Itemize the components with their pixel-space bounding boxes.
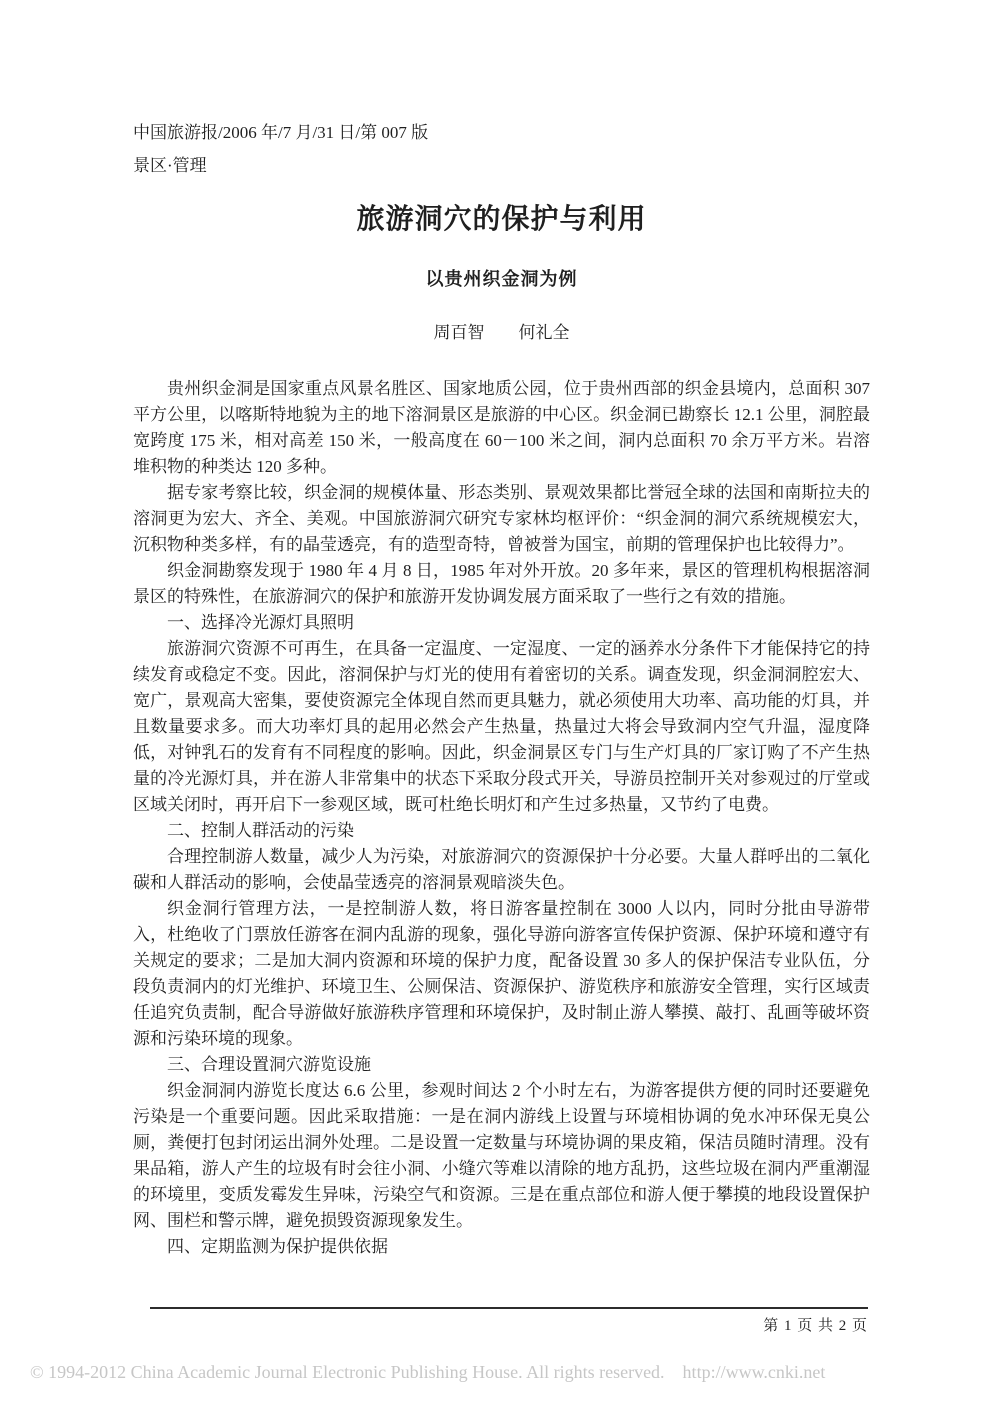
source-line: 中国旅游报/2006 年/7 月/31 日/第 007 版 (133, 123, 429, 142)
paragraph: 织金洞洞内游览长度达 6.6 公里，参观时间达 2 个小时左右，为游客提供方便的同时还要避免污染是一个重要问题。因此采取措施：一是在洞内游线上设置与环境相协调的免水冲环保无臭公厕，粪便打包封闭运出洞外处理。二是设置一定数量与环境协调的果皮箱，保洁员随时清理。没有果品箱，游人产生的垃圾有时会往小洞、小缝穴等难以清除的地方乱扔，这些垃圾在洞内严重潮湿的环境里，变质发霉发生异味，污染空气和资源。三是在重点部位和游人便于攀摸的地段设置保护网、围栏和警示牌，避免损毁资源现象发生。 (133, 1081, 870, 1230)
article-authors: 周百智 何礼全 (433, 323, 570, 342)
column-line: 景区·管理 (133, 156, 207, 175)
section-heading-1: 一、选择冷光源灯具照明 (167, 613, 354, 632)
page-indicator: 第 1 页 共 2 页 (763, 1318, 868, 1334)
page-footer (150, 1307, 868, 1335)
paragraph: 贵州织金洞是国家重点风景名胜区、国家地质公园，位于贵州西部的织金县境内，总面积 307 平方公里，以喀斯特地貌为主的地下溶洞景区是旅游的中心区。织金洞已勘察长 12.1 公里，洞腔最宽跨度 175 米，相对高差 150 米，一般高度在 60－100 米之间，洞内总面积 70 余万平方米。岩溶堆积物的种类达 120 多种。 (133, 379, 870, 476)
article-subtitle: 以贵州织金洞为例 (425, 269, 578, 289)
article-title: 旅游洞穴的保护与利用 (356, 204, 647, 235)
paragraph: 合理控制游人数量，减少人为污染，对旅游洞穴的资源保护十分必要。大量人群呼出的二氧化碳和人群活动的影响，会使晶莹透亮的溶洞景观暗淡失色。 (133, 847, 870, 892)
copyright-notice: © 1994-2012 China Academic Journal Electronic Publishing House. All rights reserved. http://www.cnki.net (30, 1362, 826, 1382)
document-page (133, 116, 870, 1260)
paragraph: 织金洞勘察发现于 1980 年 4 月 8 日，1985 年对外开放。20 多年来，景区的管理机构根据溶洞景区的特殊性，在旅游洞穴的保护和旅游开发协调发展方面采取了一些行之有效的措施。 (133, 561, 870, 606)
paragraph: 据专家考察比较，织金洞的规模体量、形态类别、景观效果都比誉冠全球的法国和南斯拉夫的溶洞更为宏大、齐全、美观。中国旅游洞穴研究专家林均枢评价：“织金洞的洞穴系统规模宏大，沉积物种类多样，有的晶莹透亮，有的造型奇特，曾被誉为国宝，前期的管理保护也比较得力”。 (133, 483, 870, 554)
section-heading-3: 三、合理设置洞穴游览设施 (167, 1055, 371, 1074)
paragraph: 织金洞行管理方法，一是控制游人数，将日游客量控制在 3000 人以内，同时分批由导游带入，杜绝收了门票放任游客在洞内乱游的现象，强化导游向游客宣传保护资源、保护环境和遵守有关规定的要求；二是加大洞内资源和环境的保护力度，配备设置 30 多人的保护保洁专业队伍，分段负责洞内的灯光维护、环境卫生、公厕保洁、资源保护、游览秩序和旅游安全管理，实行区域责任追究负责制，配合导游做好旅游秩序管理和环境保护，及时制止游人攀摸、敲打、乱画等破坏资源和污染环境的现象。 (133, 899, 870, 1048)
section-heading-2: 二、控制人群活动的污染 (167, 821, 354, 840)
section-heading-4: 四、定期监测为保护提供依据 (167, 1237, 388, 1256)
masthead (133, 116, 870, 182)
paragraph: 旅游洞穴资源不可再生，在具备一定温度、一定湿度、一定的涵养水分条件下才能保持它的持续发育或稳定不变。因此，溶洞保护与灯光的使用有着密切的关系。调查发现，织金洞洞腔宏大、宽广，景观高大密集，要使资源完全体现自然而更具魅力，就必须使用大功率、高功能的灯具，并且数量要求多。而大功率灯具的起用必然会产生热量，热量过大将会导致洞内空气升温，湿度降低，对钟乳石的发育有不同程度的影响。因此，织金洞景区专门与生产灯具的厂家订购了不产生热量的冷光源灯具，并在游人非常集中的状态下采取分段式开关，导游员控制开关对参观过的厅堂或区域关闭时，再开启下一参观区域，既可杜绝长明灯和产生过多热量，又节约了电费。 (133, 639, 870, 814)
article-body (133, 376, 870, 1260)
